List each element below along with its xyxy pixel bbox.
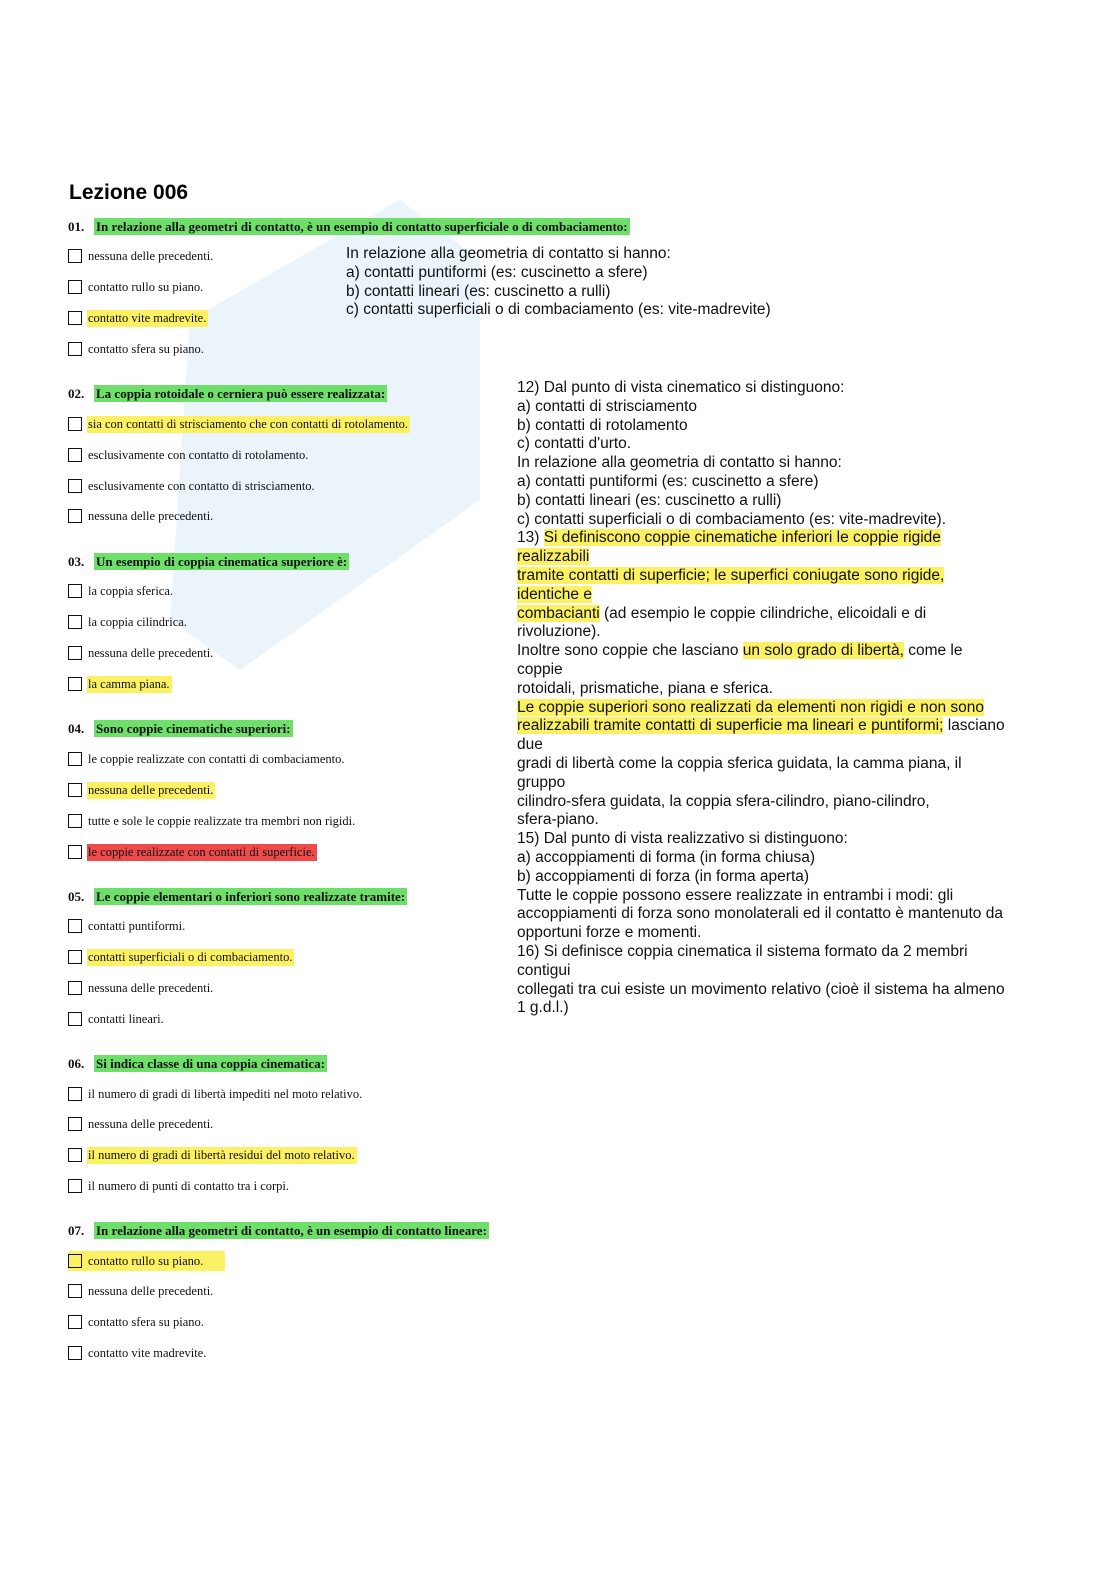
note-line: tramite contatti di superficie; le superfici coniugate sono rigide,: [517, 566, 945, 584]
checkbox[interactable]: [68, 448, 82, 462]
checkbox[interactable]: [68, 950, 82, 964]
note-line: gruppo: [517, 773, 566, 791]
note-line: 12) Dal punto di vista cinematico si distinguono:: [517, 379, 845, 396]
checkbox[interactable]: [68, 783, 82, 797]
option-04-d[interactable]: le coppie realizzate con contatti di superficie.: [68, 842, 317, 862]
note-line: opportuni forze e momenti.: [517, 924, 702, 942]
checkbox[interactable]: [68, 677, 82, 691]
checkbox[interactable]: [68, 509, 82, 523]
option-01-d[interactable]: contatto sfera su piano.: [68, 339, 206, 359]
option-04-a[interactable]: le coppie realizzate con contatti di combaciamento.: [68, 749, 346, 769]
option-07-a[interactable]: contatto rullo su piano.: [68, 1251, 225, 1271]
option-07-c[interactable]: contatto sfera su piano.: [68, 1312, 206, 1332]
checkbox[interactable]: [68, 646, 82, 660]
checkbox[interactable]: [68, 814, 82, 828]
option-06-a[interactable]: il numero di gradi di libertà impediti nel moto relativo.: [68, 1084, 364, 1104]
option-07-d[interactable]: contatto vite madrevite.: [68, 1343, 208, 1363]
option-04-c[interactable]: tutte e sole le coppie realizzate tra membri non rigidi.: [68, 811, 357, 831]
note-line: a) accoppiamenti di forma (in forma chiusa): [517, 848, 816, 866]
note-line: b) contatti di rotolamento: [517, 416, 688, 434]
checkbox[interactable]: [68, 1315, 82, 1329]
question-text: In relazione alla geometri di contatto, è un esempio di contatto lineare:: [96, 1223, 487, 1238]
note-line: realizzabili: [517, 548, 590, 566]
question-text: Sono coppie cinematiche superiori:: [96, 721, 291, 736]
checkbox[interactable]: [68, 1012, 82, 1026]
note-line: due: [517, 736, 543, 754]
question-06: 06. Si indica classe di una coppia cinematica:: [68, 1056, 325, 1071]
note-line: cilindro-sfera guidata, la coppia sfera-cilindro, piano-cilindro,: [517, 792, 930, 810]
question-text: Un esempio di coppia cinematica superiore è:: [96, 554, 348, 569]
note-line: In relazione alla geometria di contatto si hanno:: [517, 454, 842, 472]
question-07: 07. In relazione alla geometri di contatto, è un esempio di contatto lineare:: [68, 1223, 487, 1238]
option-02-b[interactable]: esclusivamente con contatto di rotolamento.: [68, 445, 310, 465]
question-01: [68, 219, 630, 235]
checkbox[interactable]: [68, 1179, 82, 1193]
note-line: coppie: [517, 660, 563, 678]
option-05-d[interactable]: contatti lineari.: [68, 1009, 166, 1029]
note-line: Tutte le coppie possono essere realizzate in entrambi i modi: gli: [517, 886, 954, 904]
checkbox[interactable]: [68, 1087, 82, 1101]
question-03: 03. Un esempio di coppia cinematica superiore è:: [68, 554, 348, 569]
question-text: Si indica classe di una coppia cinematica:: [96, 1056, 325, 1071]
checkbox[interactable]: [68, 981, 82, 995]
checkbox[interactable]: [68, 1346, 82, 1360]
note-line: a) contatti di strisciamento: [517, 397, 698, 415]
question-number: 01.: [68, 219, 85, 234]
checkbox[interactable]: [68, 615, 82, 629]
checkbox[interactable]: [68, 280, 82, 294]
option-05-b[interactable]: contatti superficiali o di combaciamento.: [68, 947, 294, 967]
note-line: combacianti (ad esempio le coppie cilindriche, elicoidali e di: [517, 604, 927, 622]
note-theory: [517, 379, 1005, 1018]
note-contact-geometry: [346, 245, 771, 320]
note-line: accoppiamenti di forza sono monolaterali ed il contatto è mantenuto da: [517, 905, 1003, 923]
option-02-d[interactable]: nessuna delle precedenti.: [68, 506, 215, 526]
option-03-b[interactable]: la coppia cilindrica.: [68, 612, 189, 632]
note-line: contigui: [517, 961, 571, 979]
question-text: Le coppie elementari o inferiori sono realizzate tramite:: [96, 889, 406, 904]
note-line: Inoltre sono coppie che lasciano un solo grado di libertà, come le: [517, 642, 963, 660]
option-05-a[interactable]: contatti puntiformi.: [68, 916, 187, 936]
question-02: 02. La coppia rotoidale o cerniera può essere realizzata:: [68, 386, 386, 401]
option-07-b[interactable]: nessuna delle precedenti.: [68, 1281, 215, 1301]
checkbox[interactable]: [68, 342, 82, 356]
checkbox[interactable]: [68, 1148, 82, 1162]
checkbox[interactable]: [68, 1117, 82, 1131]
checkbox[interactable]: [68, 1254, 82, 1268]
checkbox[interactable]: [68, 1284, 82, 1298]
note-line: b) accoppiamenti di forza (in forma aperta): [517, 867, 810, 885]
note-line: sfera-piano.: [517, 811, 599, 829]
option-06-c[interactable]: il numero di gradi di libertà residui del moto relativo.: [68, 1145, 357, 1165]
note-line: rotoidali, prismatiche, piana e sferica.: [517, 679, 773, 697]
checkbox[interactable]: [68, 919, 82, 933]
note-line: realizzabili tramite contatti di superficie ma lineari e puntiformi; lasciano: [517, 717, 1005, 735]
option-01-b[interactable]: contatto rullo su piano.: [68, 277, 205, 297]
note-line: c) contatti superficiali o di combaciamento (es: vite-madrevite): [346, 301, 771, 319]
note-line: b) contatti lineari (es: cuscinetto a rulli): [517, 491, 782, 509]
note-line: 13) Si definiscono coppie cinematiche inferiori le coppie rigide: [517, 529, 941, 547]
option-05-c[interactable]: nessuna delle precedenti.: [68, 978, 215, 998]
checkbox[interactable]: [68, 417, 82, 431]
question-05: 05. Le coppie elementari o inferiori sono realizzate tramite:: [68, 889, 406, 904]
option-04-b[interactable]: nessuna delle precedenti.: [68, 780, 215, 800]
option-03-a[interactable]: la coppia sferica.: [68, 581, 175, 601]
note-line: c) contatti superficiali o di combaciamento (es: vite-madrevite).: [517, 510, 946, 528]
note-line: c) contatti d'urto.: [517, 435, 632, 453]
note-line: rivoluzione).: [517, 623, 601, 641]
note-line: identiche e: [517, 585, 592, 603]
option-06-b[interactable]: nessuna delle precedenti.: [68, 1114, 215, 1134]
page-title: Lezione 006: [69, 181, 189, 204]
question-text: In relazione alla geometri di contatto, è un esempio di contatto superficiale o di combaciamento:: [96, 219, 628, 234]
note-line: gradi di libertà come la coppia sferica guidata, la camma piana, il: [517, 754, 962, 772]
note-line: a) contatti puntiformi (es: cuscinetto a sfere): [517, 472, 819, 490]
note-line: 16) Si definisce coppia cinematica il sistema formato da 2 membri: [517, 942, 968, 960]
option-01-c[interactable]: contatto vite madrevite.: [68, 308, 208, 328]
option-03-c[interactable]: nessuna delle precedenti.: [68, 643, 215, 663]
note-line: a) contatti puntiformi (es: cuscinetto a sfere): [346, 263, 648, 281]
note-line: 15) Dal punto di vista realizzativo si distinguono:: [517, 830, 848, 848]
note-line: b) contatti lineari (es: cuscinetto a rulli): [346, 282, 611, 300]
note-line: collegati tra cui esiste un movimento relativo (cioè il sistema ha almeno: [517, 980, 1005, 998]
checkbox[interactable]: [68, 249, 82, 263]
checkbox[interactable]: [68, 845, 82, 859]
note-line: In relazione alla geometria di contatto si hanno:: [346, 245, 671, 262]
option-03-d[interactable]: la camma piana.: [68, 674, 172, 694]
option-01-a[interactable]: nessuna delle precedenti.: [68, 246, 215, 266]
question-04: 04. Sono coppie cinematiche superiori:: [68, 721, 291, 736]
option-02-a[interactable]: sia con contatti di strisciamento che con contatti di rotolamento.: [68, 414, 410, 434]
option-06-d[interactable]: il numero di punti di contatto tra i corpi.: [68, 1176, 291, 1196]
checkbox[interactable]: [68, 584, 82, 598]
note-line: Le coppie superiori sono realizzati da elementi non rigidi e non sono: [517, 698, 985, 716]
checkbox[interactable]: [68, 311, 82, 325]
checkbox[interactable]: [68, 479, 82, 493]
question-text: La coppia rotoidale o cerniera può essere realizzata:: [96, 386, 386, 401]
checkbox[interactable]: [68, 752, 82, 766]
option-02-c[interactable]: esclusivamente con contatto di strisciamento.: [68, 476, 317, 496]
note-line: 1 g.d.l.): [517, 999, 569, 1017]
